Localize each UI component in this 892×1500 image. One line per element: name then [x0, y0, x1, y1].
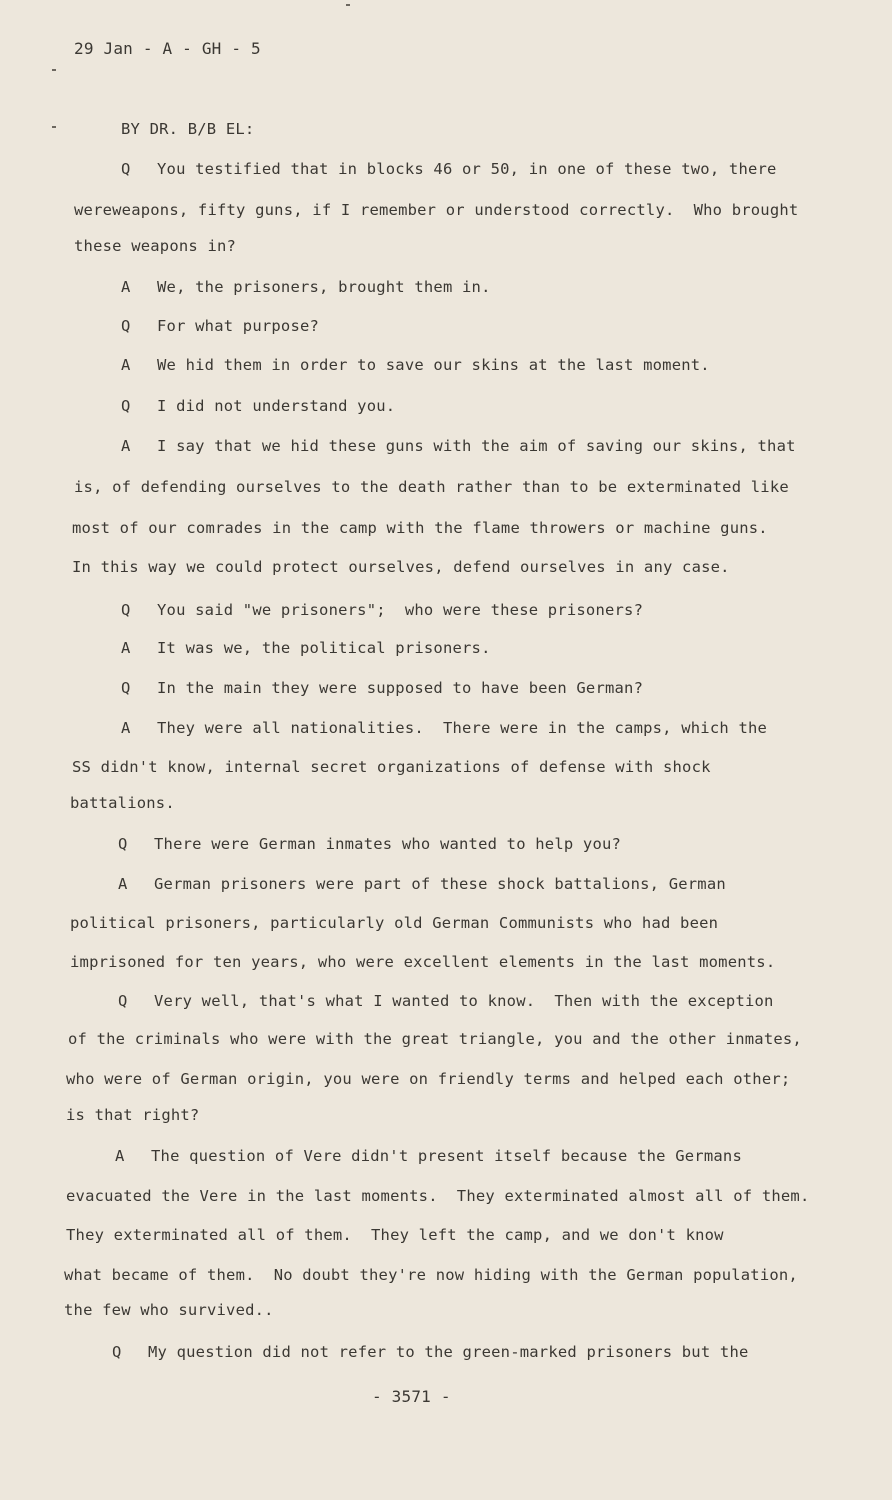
line-text: For what purpose?	[157, 317, 320, 335]
transcript-line	[70, 952, 775, 972]
line-text: most of our comrades in the camp with the flame throwers or machine guns.	[72, 519, 768, 537]
transcript-line	[112, 1342, 749, 1362]
transcript-line	[115, 1146, 742, 1166]
transcript-line	[121, 678, 643, 698]
speaker-label: Q	[121, 317, 131, 335]
transcript-line	[64, 1300, 274, 1320]
speaker-label: Q	[112, 1343, 122, 1361]
transcript-line	[72, 757, 711, 777]
transcript-line	[121, 638, 491, 658]
speaker-label: Q	[121, 397, 131, 415]
speaker-label: Q	[121, 601, 131, 619]
transcript-line	[66, 1069, 790, 1089]
speaker-label: Q	[118, 992, 128, 1010]
line-text: I did not understand you.	[157, 397, 396, 415]
line-text: of the criminals who were with the great triangle, you and the other inmates,	[68, 1030, 802, 1048]
line-text: political prisoners, particularly old German Communists who had been	[70, 914, 719, 932]
transcript-line	[66, 1105, 199, 1125]
speaker-label: A	[121, 639, 131, 657]
transcript-line	[121, 600, 643, 620]
transcript-line	[121, 396, 395, 416]
transcript-line	[74, 200, 798, 220]
transcript-line	[118, 834, 621, 854]
line-text: It was we, the political prisoners.	[157, 639, 491, 657]
speaker-label: Q	[121, 679, 131, 697]
line-text: German prisoners were part of these shock battalions, German	[154, 875, 726, 893]
ink-speck	[346, 4, 350, 6]
ink-speck	[52, 69, 56, 71]
transcript-line	[121, 436, 796, 456]
line-text: evacuated the Vere in the last moments. They exterminated almost all of them.	[66, 1187, 810, 1205]
line-text: what became of them. No doubt they're now hiding with the German population,	[64, 1266, 798, 1284]
transcript-line	[64, 1265, 798, 1285]
line-text: who were of German origin, you were on friendly terms and helped each other;	[66, 1070, 791, 1088]
line-text: is that right?	[66, 1106, 200, 1124]
line-text: these weapons in?	[74, 237, 237, 255]
page-number: - 3571 -	[372, 1387, 451, 1406]
speaker-label: A	[121, 356, 131, 374]
speaker-label: Q	[118, 835, 128, 853]
line-text: is, of defending ourselves to the death rather than to be exterminated like	[74, 478, 789, 496]
line-text: We, the prisoners, brought them in.	[157, 278, 491, 296]
line-text: There were German inmates who wanted to help you?	[154, 835, 622, 853]
transcript-line	[66, 1225, 724, 1245]
line-text: My question did not refer to the green-marked prisoners but the	[148, 1343, 749, 1361]
line-text: You said "we prisoners"; who were these prisoners?	[157, 601, 644, 619]
speaker-label: A	[121, 719, 131, 737]
speaker-label: A	[118, 875, 128, 893]
line-text: battalions.	[70, 794, 175, 812]
page-header: 29 Jan - A - GH - 5	[74, 39, 261, 58]
examiner-byline: BY DR. B/B EL:	[121, 120, 255, 138]
line-text: I say that we hid these guns with the aim of saving our skins, that	[157, 437, 796, 455]
speaker-label: A	[115, 1147, 125, 1165]
transcript-line	[72, 557, 730, 577]
speaker-label: A	[121, 437, 131, 455]
line-text: We hid them in order to save our skins at the last moment.	[157, 356, 710, 374]
line-text: In this way we could protect ourselves, defend ourselves in any case.	[72, 558, 730, 576]
transcript-line	[74, 236, 236, 256]
line-text: They exterminated all of them. They left the camp, and we don't know	[66, 1226, 724, 1244]
speaker-label: Q	[121, 160, 131, 178]
transcript-line	[66, 1186, 809, 1206]
transcript-line	[72, 518, 768, 538]
transcript-line	[121, 316, 319, 336]
transcript-line	[70, 913, 718, 933]
transcript-line	[68, 1029, 802, 1049]
transcript-line	[70, 793, 175, 813]
transcript-line	[121, 355, 710, 375]
transcript-line	[121, 159, 777, 179]
ink-speck	[52, 126, 56, 128]
line-text: SS didn't know, internal secret organizations of defense with shock	[72, 758, 711, 776]
line-text: wereweapons, fifty guns, if I remember or understood correctly. Who brought	[74, 201, 799, 219]
line-text: the few who survived..	[64, 1301, 274, 1319]
transcript-line	[74, 477, 789, 497]
line-text: imprisoned for ten years, who were excellent elements in the last moments.	[70, 953, 776, 971]
transcript-line	[121, 277, 491, 297]
line-text: They were all nationalities. There were in the camps, which the	[157, 719, 768, 737]
transcript-line	[121, 718, 767, 738]
line-text: The question of Vere didn't present itself because the Germans	[151, 1147, 742, 1165]
speaker-label: A	[121, 278, 131, 296]
transcript-line	[118, 991, 774, 1011]
line-text: Very well, that's what I wanted to know. Then with the exception	[154, 992, 774, 1010]
line-text: In the main they were supposed to have been German?	[157, 679, 644, 697]
transcript-line	[118, 874, 726, 894]
line-text: You testified that in blocks 46 or 50, in one of these two, there	[157, 160, 777, 178]
